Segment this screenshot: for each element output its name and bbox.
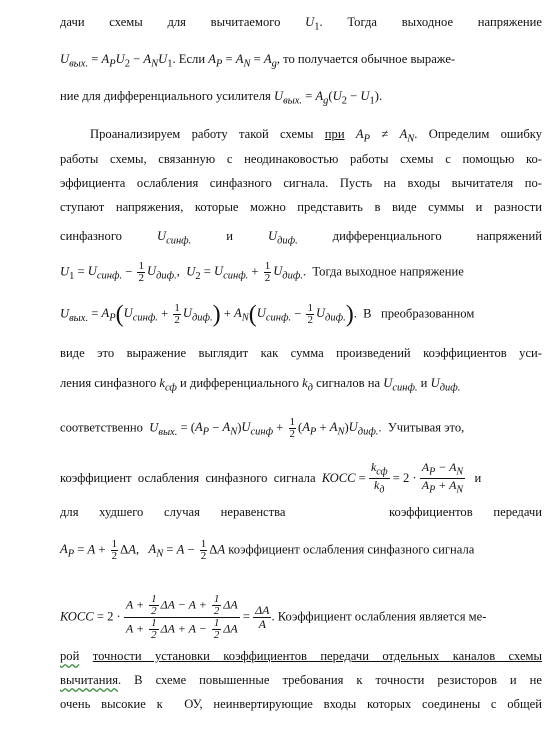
text-line-11: виде это выражение выглядит как сумма произведений коэффициентов уси- bbox=[60, 346, 542, 360]
text-line-3: ние для дифференциального усилителя $U_{вых.} = A_g(U_2 - U_1)$. bbox=[60, 89, 383, 107]
text-line-5: работы схемы, связанную с неодинаковостью работы схемы с помощью ко- bbox=[60, 152, 542, 166]
text-line-14: коэффициент ослабления синфазного сигнала КОСС = $\frac{k_{сф}}{k_д}$ = 2 · $\frac{A_P - A_N}{A_P + A_N}$ и bbox=[60, 460, 482, 496]
text-line-15: для худшего случая неравенства коэффициентов передачи bbox=[60, 505, 542, 519]
text-line-17: КОСС = 2 · A + $\frac{1}{2}$ ΔA − A + $\frac{1}{2}$ ΔA A + $\frac{1}{2}$ ΔA + A − $\frac{1}{2}$ ΔA = $\frac{\Delta A}{A}$ . Коэффициент ослабления является ме- bbox=[60, 593, 487, 641]
text-line-8: синфазного $U_{синф.}$ и $U_{диф.}$ дифференциального напряжений bbox=[60, 229, 542, 247]
text-line-13: соответственно $U_{вых.} = (A_P - A_N)U_{синф}$ + $\frac{1}{2}$ $(A_P + A_N)U_{диф.}$. Учитывая это, bbox=[60, 416, 465, 440]
text-line-18: рой точности установки коэффициентов передачи отдельных каналов схемы bbox=[60, 649, 542, 663]
text-line-20: очень высокие к ОУ, неинвертирующие входы которых соединены с общей bbox=[60, 697, 542, 711]
text-line-4: Проанализируем работу такой схемы при $A_P \ne A_N$. Определим ошибку bbox=[90, 127, 542, 145]
text-line-12: ления синфазного $k_{сф}$ и дифференциального $k_д$ сигналов на $U_{синф.}$ и $U_{диф.}$ bbox=[60, 376, 461, 394]
text-line-7: ступают напряжения, которые можно представить в виде суммы и разности bbox=[60, 200, 542, 214]
text-line-6: эффициента ослабления синфазного сигнала. Пусть на входы вычитателя по- bbox=[60, 176, 542, 190]
text-line-16: $A_P = A$ + $\frac{1}{2}$ ΔA, $A_N = A$ − $\frac{1}{2}$ ΔA коэффициент ослабления синфазного сигнала bbox=[60, 538, 475, 562]
text-line-1: дачи схемы для вычитаемого $U_1$. Тогда выходное напряжение bbox=[60, 15, 542, 33]
text-line-9: $U_1 = U_{синф.}$ − $\frac{1}{2}$ $U_{диф.}$, $U_2 = U_{синф.}$ + $\frac{1}{2}$ $U_{диф.}$. Тогда выходное напряжение bbox=[60, 260, 464, 284]
text-line-10: $U_{вых.} = A_P(U_{синф.}$ + $\frac{1}{2}$ $U_{диф.}) + A_N(U_{синф.}$ − $\frac{1}{2}$ $U_{диф.}$). В преобразованном bbox=[60, 301, 475, 328]
text-line-2: $U_{вых.} = A_PU_2 - A_NU_1$. Если $A_P = A_N = A_g$, то получается обычное выраже- bbox=[60, 52, 456, 70]
text-line-19: вычитания. В схеме повышенные требования к точности резисторов и не bbox=[60, 673, 542, 687]
